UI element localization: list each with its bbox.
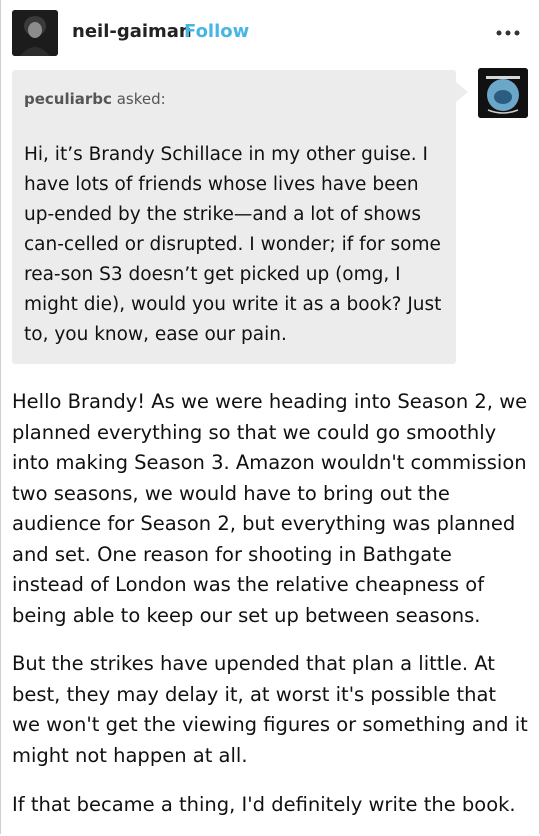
asker-username[interactable]: peculiarbc: [24, 90, 112, 108]
follow-button[interactable]: Follow: [184, 21, 250, 42]
author-avatar[interactable]: [12, 10, 58, 56]
ask-bubble: [12, 70, 456, 364]
asked-label: asked:: [116, 90, 166, 108]
more-horizontal-icon[interactable]: [496, 24, 520, 36]
ask-question-text: Hi, it’s Brandy Schillace in my other guise. I have lots of friends whose lives have been up-ended by the strike—and a lot of shows can-celled or disrupted. I wonder; if for some rea-son S3 doesn’t get picked up (omg, I might die), would you write it as a book? Just to, you know, ease our pain.: [24, 144, 442, 345]
asker-line: [24, 90, 166, 108]
answer-paragraph: But the strikes have upended that plan a little. At best, they may delay it, at worst it's possible that we won't get the viewing figures or something and it might not happen at all.: [12, 652, 528, 767]
answer-paragraph: Hello Brandy! As we were heading into Season 2, we planned everything so that we could go smoothly into making Season 3. Amazon wouldn't commission two seasons, we would have to bring out the audience for Season 2, but everything was planned and set. One reason for shooting in Bathgate instead of London was the relative cheapness of being able to keep our set up between seasons.: [12, 390, 528, 627]
asker-avatar[interactable]: [478, 68, 528, 118]
post-header: [12, 10, 528, 58]
ask-bubble-pointer: [456, 82, 468, 102]
answer-paragraph: If that became a thing, I'd definitely write the book.: [12, 793, 516, 816]
author-username[interactable]: neil-gaiman: [72, 21, 192, 42]
